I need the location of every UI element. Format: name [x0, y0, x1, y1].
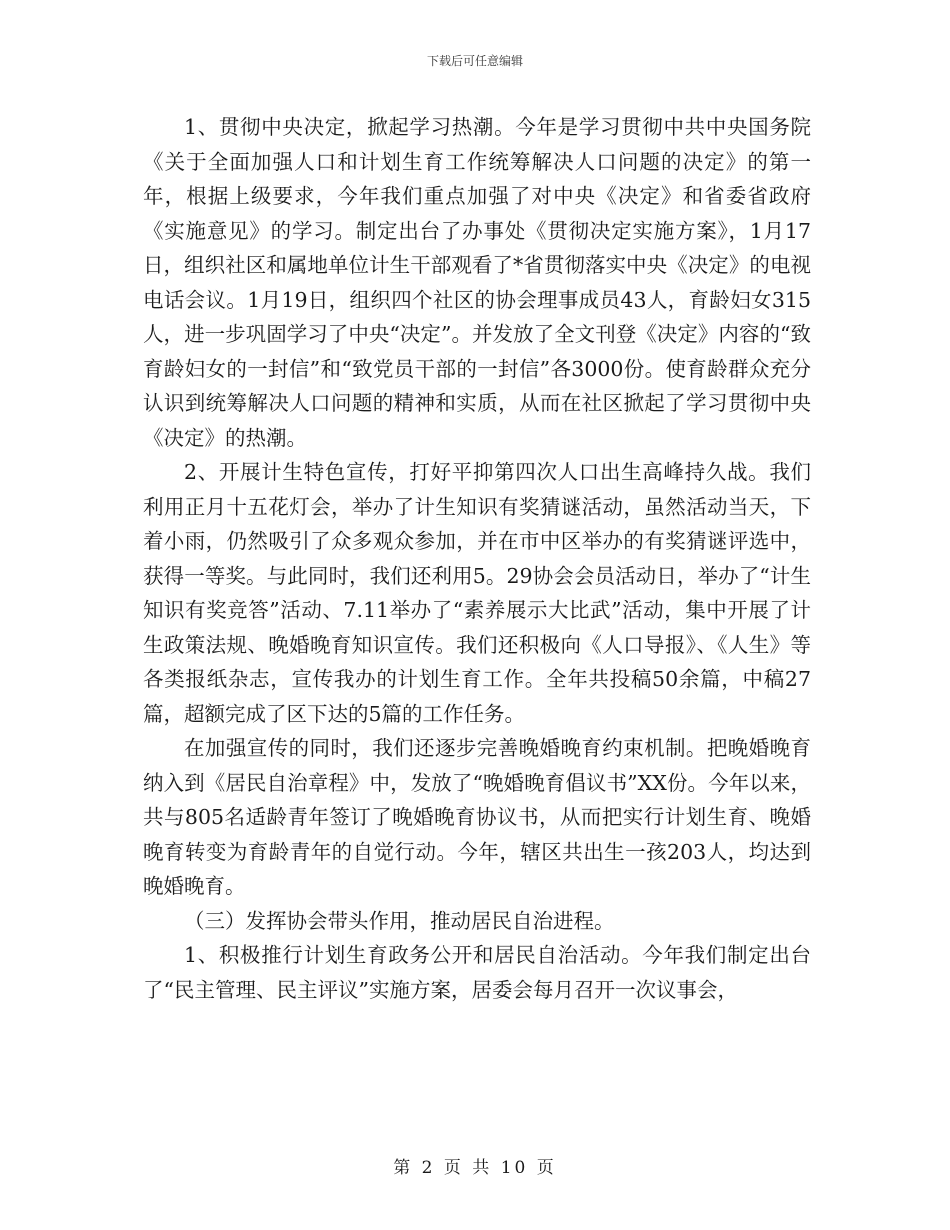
- page-footer-page-number: 第 2 页 共 10 页: [393, 1158, 557, 1178]
- section-heading-3: （三）发挥协会带头作用，推动居民自治进程。: [184, 908, 615, 933]
- paragraph-item-1-section-3: 1、积极推行计划生育政务公开和居民自治活动。今年我们制定出台了“民主管理、民主评议”实施方案，居委会每月召开一次议事会，: [143, 943, 811, 1002]
- page-header: 下载后可任意编辑: [426, 54, 523, 68]
- paragraph-late-marriage: 在加强宣传的同时，我们还逐步完善晚婚晚育约束机制。把晚婚晚育纳入到《居民自治章程》中，发放了“晚婚晚育倡议书”XX份。今年以来，共与805名适龄青年签订了晚婚晚育协议书，从而把实行计划生育、晚婚晚育转变为育龄青年的自觉行动。今年，辖区共出生一孩203人，均达到晚婚晚育。: [143, 736, 811, 898]
- paragraph-item-2: 2、开展计生特色宣传，打好平抑第四次人口出生高峰持久战。我们利用正月十五花灯会，举办了计生知识有奖猜谜活动，虽然活动当天，下着小雨，仍然吸引了众多观众参加，并在市中区举办的有奖猜谜评选中，获得一等奖。与此同时，我们还利用5。29协会会员活动日，举办了“计生知识有奖竞答”活动、7.11举办了“素养展示大比武”活动，集中开展了计生政策法规、晚婚晚育知识宣传。我们还积极向《人口导报》、《人生》等各类报纸杂志，宣传我办的计划生育工作。全年共投稿50余篇，中稿27篇，超额完成了区下达的5篇的工作任务。: [143, 460, 811, 726]
- paragraph-item-1: 1、贯彻中央决定，掀起学习热潮。今年是学习贯彻中共中央国务院《关于全面加强人口和计划生育工作统筹解决人口问题的决定》的第一年，根据上级要求，今年我们重点加强了对中央《决定》和省委省政府《实施意见》的学习。制定出台了办事处《贯彻决定实施方案》，1月17日，组织社区和属地单位计生干部观看了*省贯彻落实中央《决定》的电视电话会议。1月19日，组织四个社区的协会理事成员43人，育龄妇女315人，进一步巩固学习了中央“决定”。并发放了全文刊登《决定》内容的“致育龄妇女的一封信”和“致党员干部的一封信”各3000份。使育龄群众充分认识到统筹解决人口问题的精神和实质，从而在社区掀起了学习贯彻中央《决定》的热潮。: [143, 115, 811, 450]
- document-body: [143, 110, 811, 1007]
